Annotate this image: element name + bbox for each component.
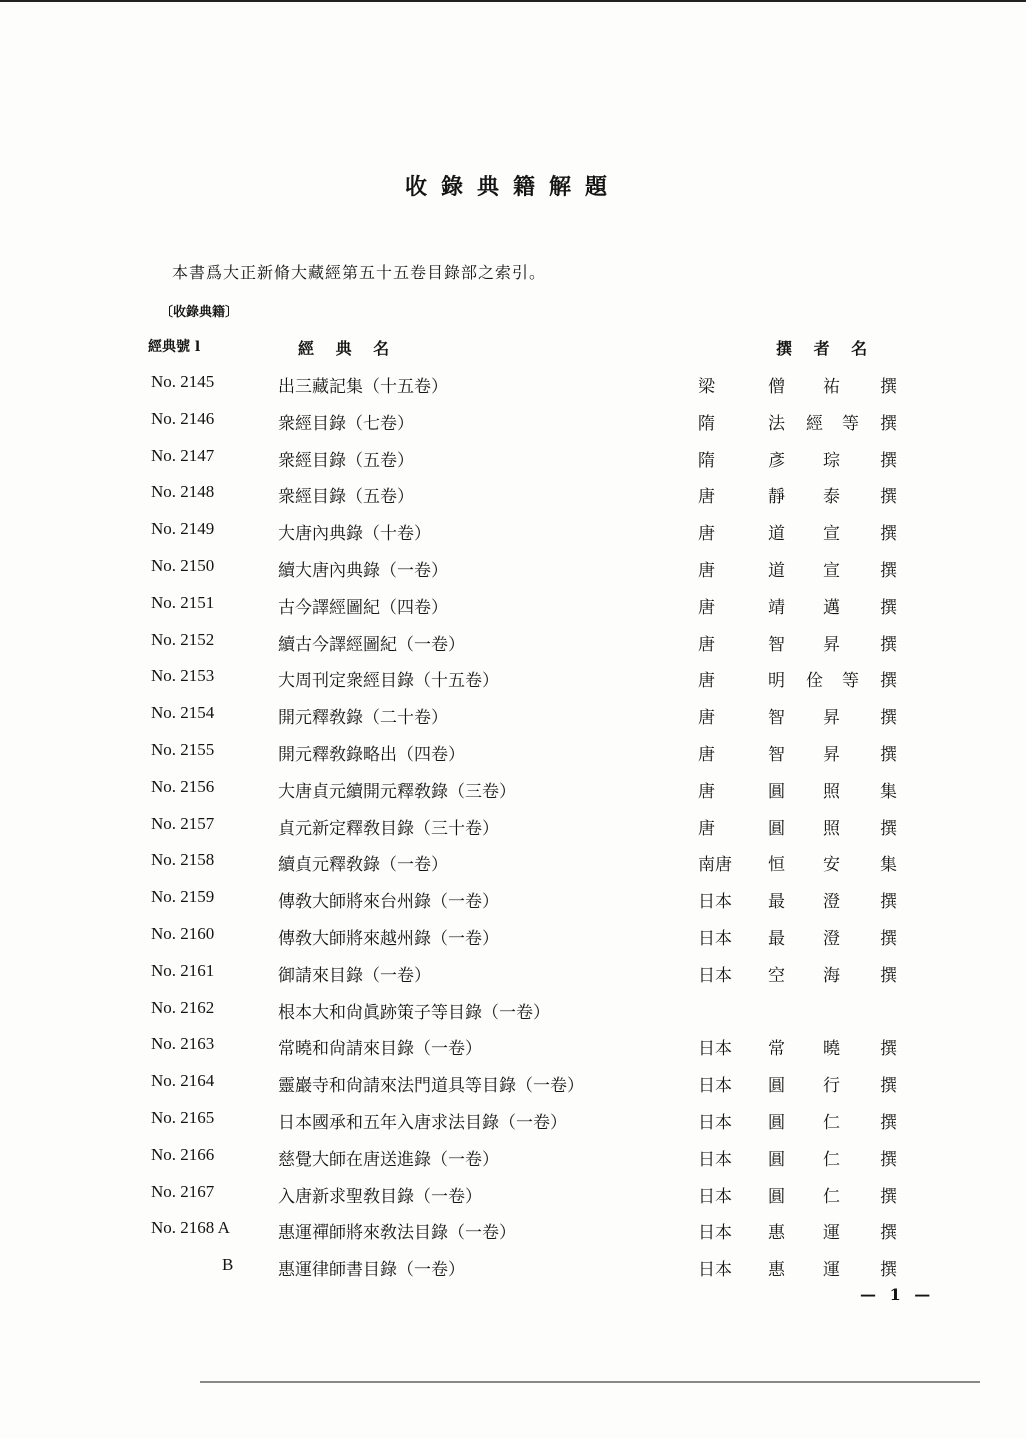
entry-dynasty: 唐 — [698, 671, 715, 691]
entry-title: 御請來目錄（一卷） — [278, 966, 431, 986]
entry-author-char-1: 道 — [768, 561, 785, 581]
entry-dynasty: 日本 — [698, 892, 732, 912]
entry-title: 續貞元釋敎錄（一卷） — [278, 855, 448, 875]
entry-author-char-2: 經 — [806, 414, 823, 434]
table-row — [0, 482, 1026, 514]
entry-author-char-2: 仁 — [823, 1150, 840, 1170]
entry-title: 大唐內典錄（十卷） — [278, 524, 431, 544]
entry-author-char-1: 最 — [768, 892, 785, 912]
table-row — [0, 998, 1026, 1030]
entry-author-char-1: 圓 — [768, 1187, 785, 1207]
entry-role: 撰 — [880, 487, 897, 507]
entry-role: 撰 — [880, 1187, 897, 1207]
entry-number: No. 2161 — [151, 961, 215, 980]
entry-author-char-1: 圓 — [768, 1113, 785, 1133]
entry-role: 撰 — [880, 1150, 897, 1170]
entry-number: No. 2158 — [151, 850, 215, 869]
entry-number: No. 2160 — [151, 924, 215, 943]
entry-author-char-1: 智 — [768, 635, 785, 655]
table-row — [0, 446, 1026, 478]
entry-title: 慈覺大師在唐送進錄（一卷） — [278, 1150, 499, 1170]
table-row — [0, 887, 1026, 919]
entry-role: 撰 — [880, 1223, 897, 1243]
entry-number: No. 2151 — [151, 593, 215, 612]
entry-title: 大唐貞元續開元釋敎錄（三卷） — [278, 782, 516, 802]
table-row — [0, 814, 1026, 846]
table-row — [0, 593, 1026, 625]
entry-number: No. 2153 — [151, 666, 215, 685]
column-header-author: 撰 者 名 — [776, 339, 876, 358]
entry-author-char-2: 邁 — [823, 598, 840, 618]
entry-dynasty: 日本 — [698, 929, 732, 949]
entry-author-char-2: 運 — [823, 1223, 840, 1243]
entry-title: 入唐新求聖敎目錄（一卷） — [278, 1187, 482, 1207]
entry-number: No. 2154 — [151, 703, 215, 722]
entry-dynasty: 唐 — [698, 745, 715, 765]
entry-author-char-2: 澄 — [823, 892, 840, 912]
entry-role: 撰 — [880, 708, 897, 728]
entry-title: 貞元新定釋敎目錄（三十卷） — [278, 819, 499, 839]
entry-dynasty: 日本 — [698, 1150, 732, 1170]
entry-title: 惠運禪師將來敎法目錄（一卷） — [278, 1223, 516, 1243]
entry-number: No. 2145 — [151, 372, 215, 391]
entry-author-char-2: 宣 — [823, 524, 840, 544]
entry-author-char-1: 智 — [768, 708, 785, 728]
entry-author-char-1: 智 — [768, 745, 785, 765]
entry-number: No. 2162 — [151, 998, 215, 1017]
entry-author-char-2: 昇 — [823, 708, 840, 728]
entry-role: 撰 — [880, 671, 897, 691]
entry-author-char-2: 昇 — [823, 745, 840, 765]
entry-title: 衆經目錄（五卷） — [278, 487, 414, 507]
entry-role: 撰 — [880, 1039, 897, 1059]
scan-border-bottom — [200, 1381, 980, 1383]
table-row — [0, 924, 1026, 956]
table-row — [0, 1071, 1026, 1103]
entry-author-char-1: 最 — [768, 929, 785, 949]
entry-role: 撰 — [880, 1076, 897, 1096]
entry-author-char-3: 等 — [842, 671, 859, 691]
entry-number: No. 2147 — [151, 446, 215, 465]
entry-dynasty: 唐 — [698, 819, 715, 839]
entry-author-char-2: 澄 — [823, 929, 840, 949]
entry-role: 撰 — [880, 561, 897, 581]
entry-author-char-1: 空 — [768, 966, 785, 986]
entry-author-char-2: 照 — [823, 782, 840, 802]
entry-number: No. 2146 — [151, 409, 215, 428]
entry-number: No. 2157 — [151, 814, 215, 833]
entry-dynasty: 隋 — [698, 451, 715, 471]
entry-author-char-1: 圓 — [768, 1150, 785, 1170]
entry-number: No. 2152 — [151, 630, 215, 649]
entry-role: 撰 — [880, 451, 897, 471]
entry-author-char-2: 祐 — [823, 377, 840, 397]
entry-number: No. 2163 — [151, 1034, 215, 1053]
entry-author-char-2: 行 — [823, 1076, 840, 1096]
entry-title: 衆經目錄（五卷） — [278, 451, 414, 471]
table-row — [0, 1145, 1026, 1177]
entry-author-char-2: 照 — [823, 819, 840, 839]
entry-author-char-1: 法 — [768, 414, 785, 434]
entry-number: No. 2149 — [151, 519, 215, 538]
column-header-number: 經典號 l — [148, 339, 201, 355]
entry-author-char-2: 仁 — [823, 1187, 840, 1207]
entry-role: 撰 — [880, 819, 897, 839]
entry-author-char-2: 海 — [823, 966, 840, 986]
entry-author-char-1: 靜 — [768, 487, 785, 507]
table-row — [0, 666, 1026, 698]
entry-author-char-2: 仁 — [823, 1113, 840, 1133]
entry-number: No. 2155 — [151, 740, 215, 759]
entry-role: 集 — [880, 782, 897, 802]
entry-dynasty: 唐 — [698, 561, 715, 581]
entry-role: 撰 — [880, 524, 897, 544]
entry-role: 撰 — [880, 1260, 897, 1280]
table-row — [0, 703, 1026, 735]
entry-author-char-1: 惠 — [768, 1223, 785, 1243]
entry-title: 衆經目錄（七卷） — [278, 414, 414, 434]
entry-author-char-2: 曉 — [823, 1039, 840, 1059]
table-row — [0, 556, 1026, 588]
entry-title: 傳敎大師將來台州錄（一卷） — [278, 892, 499, 912]
entry-title: 惠運律師書目錄（一卷） — [278, 1260, 465, 1280]
entry-role: 撰 — [880, 598, 897, 618]
table-row — [0, 630, 1026, 662]
table-row — [0, 1218, 1026, 1250]
entry-dynasty: 日本 — [698, 1076, 732, 1096]
entry-title: 古今譯經圖紀（四卷） — [278, 598, 448, 618]
entry-dynasty: 唐 — [698, 524, 715, 544]
entry-author-char-2: 佺 — [806, 671, 823, 691]
entry-author-char-1: 道 — [768, 524, 785, 544]
entry-role: 撰 — [880, 1113, 897, 1133]
entry-number: No. 2168 A — [151, 1218, 230, 1237]
entry-dynasty: 日本 — [698, 1260, 732, 1280]
entry-author-char-2: 安 — [823, 855, 840, 875]
entry-role: 撰 — [880, 966, 897, 986]
table-row — [0, 1255, 1026, 1287]
entry-dynasty: 南唐 — [698, 855, 732, 875]
entry-author-char-1: 僧 — [768, 377, 785, 397]
entry-author-char-3: 等 — [842, 414, 859, 434]
entry-role: 撰 — [880, 745, 897, 765]
entry-dynasty: 唐 — [698, 598, 715, 618]
entry-author-char-1: 彥 — [768, 451, 785, 471]
entry-dynasty: 日本 — [698, 1187, 732, 1207]
table-row — [0, 777, 1026, 809]
entry-number: No. 2167 — [151, 1182, 215, 1201]
entry-dynasty: 唐 — [698, 782, 715, 802]
entry-title: 大周刊定衆經目錄（十五卷） — [278, 671, 499, 691]
entry-role: 撰 — [880, 414, 897, 434]
entry-role: 撰 — [880, 635, 897, 655]
entry-title: 日本國承和五年入唐求法目錄（一卷） — [278, 1113, 567, 1133]
entry-role: 撰 — [880, 892, 897, 912]
entry-role: 撰 — [880, 929, 897, 949]
entry-title: 開元釋敎錄（二十卷） — [278, 708, 448, 728]
entry-number: No. 2150 — [151, 556, 215, 575]
entry-author-char-2: 昇 — [823, 635, 840, 655]
entry-number: No. 2159 — [151, 887, 215, 906]
entry-dynasty: 唐 — [698, 635, 715, 655]
entry-title: 根本大和尙眞跡策子等目錄（一卷） — [278, 1003, 550, 1023]
entry-author-char-2: 宣 — [823, 561, 840, 581]
page-number: — 1 — — [860, 1285, 935, 1304]
entry-author-char-2: 琮 — [823, 451, 840, 471]
entry-author-char-1: 惠 — [768, 1260, 785, 1280]
entry-title: 常曉和尙請來目錄（一卷） — [278, 1039, 482, 1059]
entry-author-char-1: 圓 — [768, 819, 785, 839]
entry-author-char-1: 靖 — [768, 598, 785, 618]
table-row — [0, 1108, 1026, 1140]
table-row — [0, 372, 1026, 404]
entry-number: No. 2148 — [151, 482, 215, 501]
entry-role: 集 — [880, 855, 897, 875]
page-title: 收錄典籍解題 — [404, 174, 621, 200]
entry-author-char-1: 恒 — [768, 855, 785, 875]
table-row — [0, 409, 1026, 441]
entry-dynasty: 唐 — [698, 487, 715, 507]
entry-author-char-1: 圓 — [768, 1076, 785, 1096]
entry-dynasty: 日本 — [698, 1223, 732, 1243]
column-header-title: 經 典 名 — [298, 339, 398, 358]
section-label: 〔收錄典籍〕 — [160, 305, 239, 320]
entry-dynasty: 梁 — [698, 377, 715, 397]
entry-dynasty: 隋 — [698, 414, 715, 434]
table-row — [0, 740, 1026, 772]
table-row — [0, 1034, 1026, 1066]
table-row — [0, 1182, 1026, 1214]
entry-title: 開元釋敎錄略出（四卷） — [278, 745, 465, 765]
entry-number: No. 2156 — [151, 777, 215, 796]
entry-author-char-1: 明 — [768, 671, 785, 691]
entry-author-char-2: 運 — [823, 1260, 840, 1280]
table-row — [0, 519, 1026, 551]
entry-number: No. 2165 — [151, 1108, 215, 1127]
entry-dynasty: 唐 — [698, 708, 715, 728]
entry-title: 靈巖寺和尙請來法門道具等目錄（一卷） — [278, 1076, 584, 1096]
entry-author-char-2: 泰 — [823, 487, 840, 507]
entry-author-char-1: 圓 — [768, 782, 785, 802]
entry-dynasty: 日本 — [698, 1039, 732, 1059]
intro-text: 本書爲大正新脩大藏經第五十五卷目錄部之索引。 — [172, 263, 547, 282]
entry-title: 傳敎大師將來越州錄（一卷） — [278, 929, 499, 949]
entry-number: No. 2166 — [151, 1145, 215, 1164]
table-row — [0, 850, 1026, 882]
entry-title: 續古今譯經圖紀（一卷） — [278, 635, 465, 655]
entry-number: B — [222, 1255, 234, 1274]
entry-author-char-1: 常 — [768, 1039, 785, 1059]
entry-dynasty: 日本 — [698, 966, 732, 986]
scan-border-top — [0, 0, 1026, 2]
entry-title: 續大唐內典錄（一卷） — [278, 561, 448, 581]
entry-title: 出三藏記集（十五卷） — [278, 377, 448, 397]
entry-role: 撰 — [880, 377, 897, 397]
entry-number: No. 2164 — [151, 1071, 215, 1090]
table-row — [0, 961, 1026, 993]
entry-dynasty: 日本 — [698, 1113, 732, 1133]
